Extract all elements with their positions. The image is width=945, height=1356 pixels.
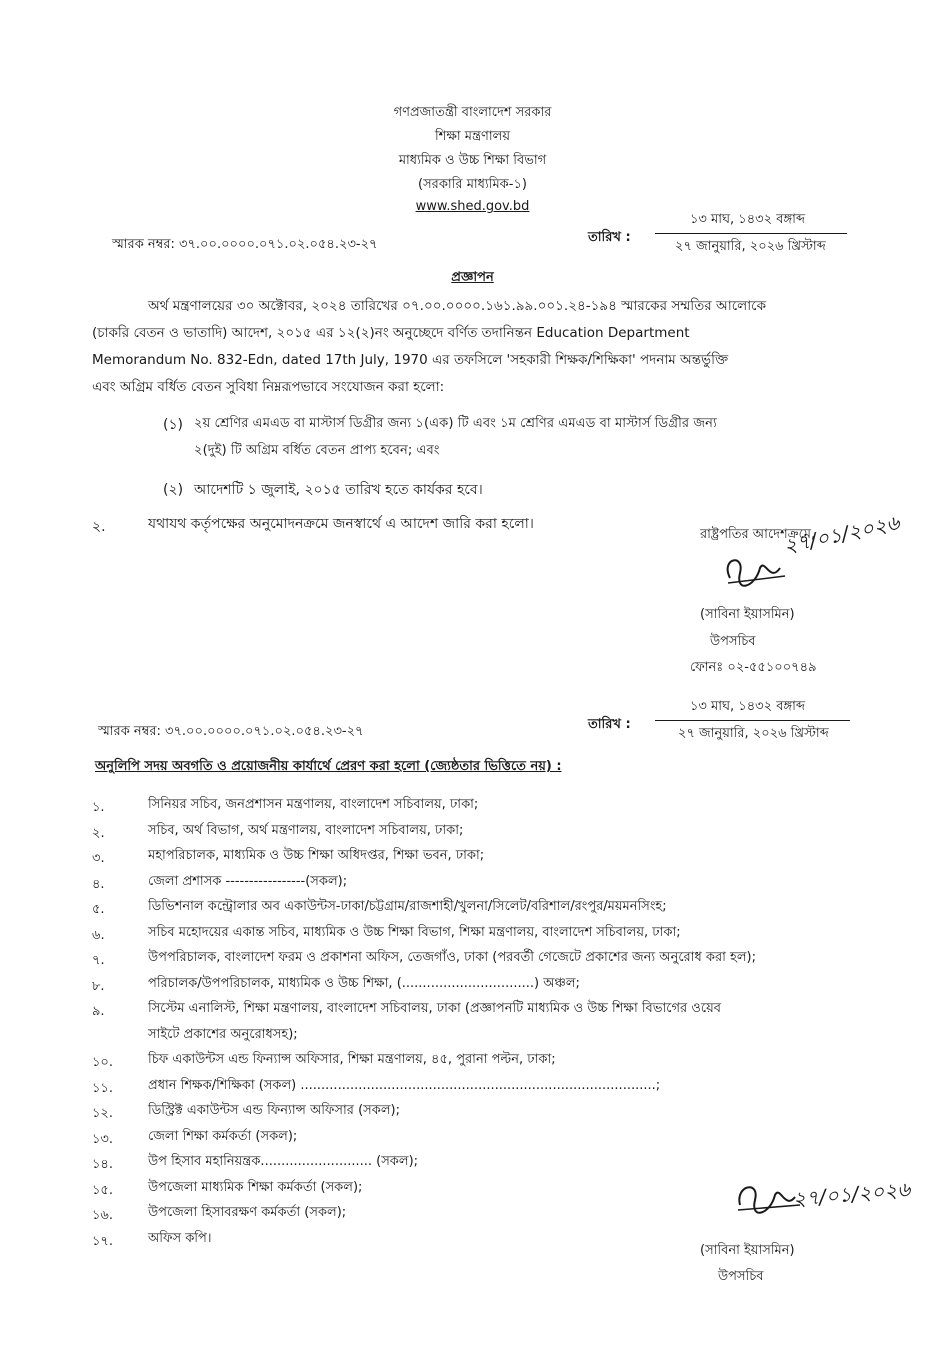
cc-item-text: উপজেলা হিসাবরক্ষণ কর্মকর্তা (সকল); bbox=[148, 1205, 347, 1220]
cc-item-text: উপজেলা মাধ্যমিক শিক্ষা কর্মকর্তা (সকল); bbox=[148, 1179, 363, 1195]
president-order: রাষ্ট্রপতির আদেশক্রমে, bbox=[700, 527, 816, 542]
cc-item-number: ৩. bbox=[92, 851, 105, 866]
signatory-name: (সাবিনা ইয়াসমিন) bbox=[700, 1243, 795, 1258]
cc-item-number: ১৪. bbox=[92, 1157, 114, 1172]
cc-item-number: ৭. bbox=[92, 953, 105, 968]
signatory-designation: উপসচিব bbox=[710, 634, 756, 649]
point-number: (১) bbox=[163, 417, 184, 433]
cc-item-number: ১৭. bbox=[92, 1233, 114, 1249]
date-divider bbox=[655, 720, 850, 721]
cc-item-text: পরিচালক/উপপরিচালক, মাধ্যমিক ও উচ্চ শিক্ষা, (................................) অঞ্চল; bbox=[148, 975, 580, 991]
para-2-text: যথাযথ কর্তৃপক্ষের অনুমোদনক্রমে জনস্বার্থে এ আদেশ জারি করা হলো। bbox=[148, 516, 534, 532]
cc-item-text: উপ হিসাব মহানিয়ন্ত্রক........................... (সকল); bbox=[148, 1154, 419, 1169]
cc-item-number: ১৬. bbox=[92, 1208, 114, 1223]
cc-item-number: ৬. bbox=[92, 927, 105, 943]
cc-item-number: ১. bbox=[92, 800, 105, 815]
memo-date-label: তারিখ : bbox=[588, 230, 631, 245]
paragraph-line-3: Memorandum No. 832-Edn, dated 17th July, 1970 এর তফসিলে 'সহকারী শিক্ষক/শিক্ষিকা' পদনাম অন্তর্ভুক্তি bbox=[92, 352, 729, 368]
header-website-link[interactable]: www.shed.gov.bd bbox=[415, 199, 530, 214]
cc-item-text: সিস্টেম এনালিস্ট, শিক্ষা মন্ত্রণালয়, বাংলাদেশ সচিবালয়, ঢাকা (প্রজ্ঞাপনটি মাধ্যমিক ও উচ্চ শিক্ষা বিভাগের ওয়েব bbox=[148, 1001, 721, 1016]
cc-item-text: চিফ একাউন্টস এন্ড ফিন্যান্স অফিসার, শিক্ষা মন্ত্রণালয়, ৪৫, পুরানা পল্টন, ঢাকা; bbox=[148, 1052, 556, 1067]
cc-item-number: ১১. bbox=[92, 1080, 114, 1096]
cc-item-text: অফিস কপি। bbox=[148, 1230, 212, 1246]
cc-item-text: সচিব, অর্থ বিভাগ, অর্থ মন্ত্রণালয়, বাংলাদেশ সচিবালয়, ঢাকা; bbox=[148, 822, 464, 838]
cc-title: অনুলিপি সদয় অবগতি ও প্রয়োজনীয় কার্যার্থে প্রেরণ করা হলো (জ্যেষ্ঠতার ভিত্তিতে নয়) : bbox=[95, 759, 562, 774]
cc-item-number: ৮. bbox=[92, 978, 105, 994]
cc-item-number: ১৫. bbox=[92, 1182, 114, 1198]
point-text: আদেশটি ১ জুলাই, ২০১৫ তারিখ হতে কার্যকর হবে। bbox=[194, 482, 483, 498]
paragraph-line-4: এবং অগ্রিম বর্ধিত বেতন সুবিধা নিম্নরূপভাবে সংযোজন করা হলো: bbox=[92, 379, 445, 395]
cc-item-number: ১৩. bbox=[92, 1131, 114, 1147]
point-number: (২) bbox=[163, 482, 184, 498]
memo-ref-number: স্মারক নম্বর: ৩৭.০০.০০০০.০৭১.০২.০৫৪.২৩-২৭ bbox=[98, 724, 364, 739]
cc-item-number: ২. bbox=[92, 825, 105, 841]
cc-item-text: মহাপরিচালক, মাধ্যমিক ও উচ্চ শিক্ষা অধিদপ্তর, শিক্ষা ভবন, ঢাকা; bbox=[148, 848, 485, 863]
cc-item-text-continued: সাইটে প্রকাশের অনুরোধসহ); bbox=[148, 1026, 298, 1042]
header-wing: (সরকারি মাধ্যমিক-১) bbox=[418, 177, 527, 192]
cc-item-text: সিনিয়র সচিব, জনপ্রশাসন মন্ত্রণালয়, বাংলাদেশ সচিবালয়, ঢাকা; bbox=[148, 797, 479, 812]
cc-item-text: সচিব মহোদয়ের একান্ত সচিব, মাধ্যমিক ও উচ্চ শিক্ষা বিভাগ, শিক্ষা মন্ত্রণালয়, বাংলাদেশ সচিবালয়, ঢাকা; bbox=[148, 924, 681, 940]
cc-item-text: ডিভিশনাল কন্ট্রোলার অব একাউন্টস-ঢাকা/চট্টগ্রাম/রাজশাহী/খুলনা/সিলেট/বরিশাল/রংপুর/ময়মনসিংহ; bbox=[148, 899, 667, 914]
point-text: ২য় শ্রেণির এমএড বা মাস্টার্স ডিগ্রীর জন্য ১(এক) টি এবং ১ম শ্রেণির এমএড বা মাস্টার্স ডিগ্রীর জন্য bbox=[194, 416, 717, 431]
cc-item-number: ১০. bbox=[92, 1055, 114, 1070]
paragraph-line-1: অর্থ মন্ত্রণালয়ের ৩০ অক্টোবর, ২০২৪ তারিখের ০৭.০০.০০০০.১৬১.৯৯.০০১.২৪-১৯৪ স্মারকের সম্মতির আলোকে bbox=[148, 298, 767, 314]
memo-date-bangla: ১৩ মাঘ, ১৪৩২ বঙ্গাব্দ bbox=[690, 699, 805, 714]
memo-date-gregorian: ২৭ জানুয়ারি, ২০২৬ খ্রিস্টাব্দ bbox=[675, 239, 826, 254]
signatory-designation: উপসচিব bbox=[718, 1269, 764, 1284]
cc-item-text: জেলা শিক্ষা কর্মকর্তা (সকল); bbox=[148, 1128, 298, 1144]
cc-item-number: ৫. bbox=[92, 902, 105, 917]
cc-item-number: ৯. bbox=[92, 1004, 105, 1019]
memo-ref-number: স্মারক নম্বর: ৩৭.০০.০০০০.০৭১.০২.০৫৪.২৩-২৭ bbox=[112, 237, 378, 252]
memo-date-gregorian: ২৭ জানুয়ারি, ২০২৬ খ্রিস্টাব্দ bbox=[678, 726, 829, 741]
signature-date-handwritten-1: ২৭/০১/২০২৬ bbox=[781, 510, 902, 559]
signature-date-handwritten-2: ২৭/০১/২০২৬ bbox=[791, 1176, 912, 1212]
document-title: প্রজ্ঞাপন bbox=[451, 270, 494, 285]
memo-date-label: তারিখ : bbox=[588, 717, 631, 732]
point-text-continued: ২(দুই) টি অগ্রিম বর্ধিত বেতন প্রাপ্য হবেন; এবং bbox=[194, 443, 440, 458]
memo-date-bangla: ১৩ মাঘ, ১৪৩২ বঙ্গাব্দ bbox=[690, 212, 805, 227]
date-divider bbox=[655, 233, 847, 234]
cc-item-text: ডিস্ট্রিক্ট একাউন্টস এন্ড ফিন্যান্স অফিসার (সকল); bbox=[148, 1103, 400, 1118]
cc-item-number: ৪. bbox=[92, 876, 105, 892]
paragraph-line-2: (চাকরি বেতন ও ভাতাদি) আদেশ, ২০১৫ এর ১২(২)নং অনুচ্ছেদে বর্ণিত তদানিন্তন Education Department bbox=[92, 325, 690, 341]
header-govt: গণপ্রজাতন্ত্রী বাংলাদেশ সরকার bbox=[393, 105, 552, 120]
signatory-name: (সাবিনা ইয়াসমিন) bbox=[700, 607, 795, 622]
header-division: মাধ্যমিক ও উচ্চ শিক্ষা বিভাগ bbox=[398, 153, 547, 168]
cc-item-number: ১২. bbox=[92, 1106, 114, 1121]
cc-item-text: প্রধান শিক্ষক/শিক্ষিকা (সকল) ......................................................................................; bbox=[148, 1077, 661, 1093]
header-ministry: শিক্ষা মন্ত্রণালয় bbox=[434, 129, 511, 144]
cc-item-text: জেলা প্রশাসক -----------------(সকল); bbox=[148, 873, 348, 889]
cc-item-text: উপপরিচালক, বাংলাদেশ ফরম ও প্রকাশনা অফিস, তেজগাঁও, ঢাকা (পরবর্তী গেজেটে প্রকাশের জন্য অনুরোধ করা হল); bbox=[148, 950, 757, 965]
para-2-number: ২. bbox=[92, 519, 106, 535]
signatory-phone: ফোনঃ ০২-৫৫১০০৭৪৯ bbox=[690, 660, 817, 675]
